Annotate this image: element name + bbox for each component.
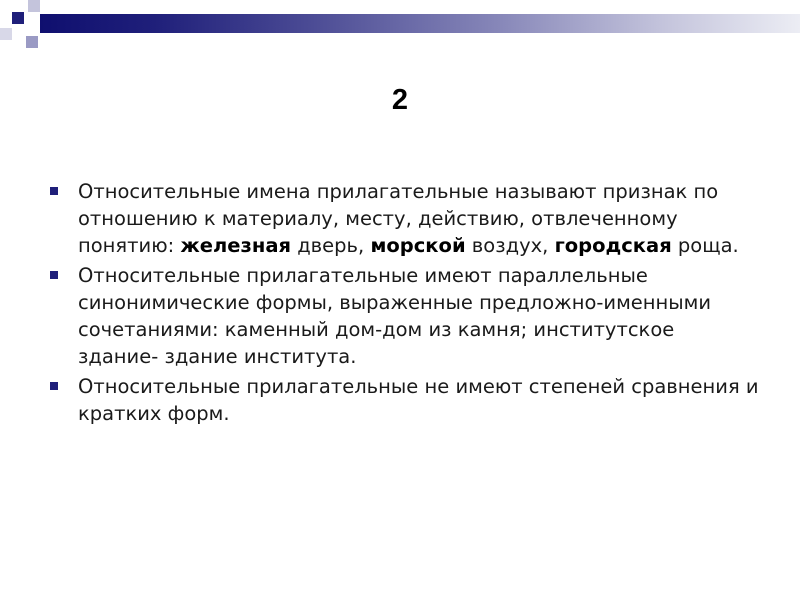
bullet-item (0, 373, 800, 427)
decorative-square-icon (28, 0, 40, 12)
decorative-square-icon (26, 36, 38, 48)
slide-title: 2 (391, 84, 409, 116)
decorative-square-icon (0, 28, 12, 40)
bullet-text: Относительные прилагательные имеют параллельные синонимические формы, выраженные предложно-именными сочетаниями: каменный дом-дом из камня; институтское здание- здание института. (78, 264, 712, 368)
bullet-list (0, 178, 800, 430)
bullet-bold-word: городская (554, 234, 672, 257)
square-bullet-icon (50, 382, 58, 390)
bullet-bold-word: морской (370, 234, 466, 257)
square-bullet-icon (50, 271, 58, 279)
decorative-square-icon (44, 0, 56, 12)
bullet-text: дверь, (291, 234, 371, 257)
bullet-text: роща. (671, 234, 739, 257)
bullet-item (0, 262, 800, 370)
header-gradient-bar (40, 14, 800, 33)
bullet-item (0, 178, 800, 259)
square-bullet-icon (50, 187, 58, 195)
bullet-bold-word: железная (180, 234, 291, 257)
header-decoration (0, 0, 800, 50)
bullet-text: Относительные прилагательные не имеют степеней сравнения и кратких форм. (78, 375, 759, 425)
decorative-square-icon (12, 12, 24, 24)
bullet-text: воздух, (465, 234, 555, 257)
bullet-text: Относительные имена прилагательные называют признак по отношению к материалу, месту, действию, отвлеченному понятию: (78, 180, 719, 257)
decorative-square-icon (28, 18, 40, 30)
